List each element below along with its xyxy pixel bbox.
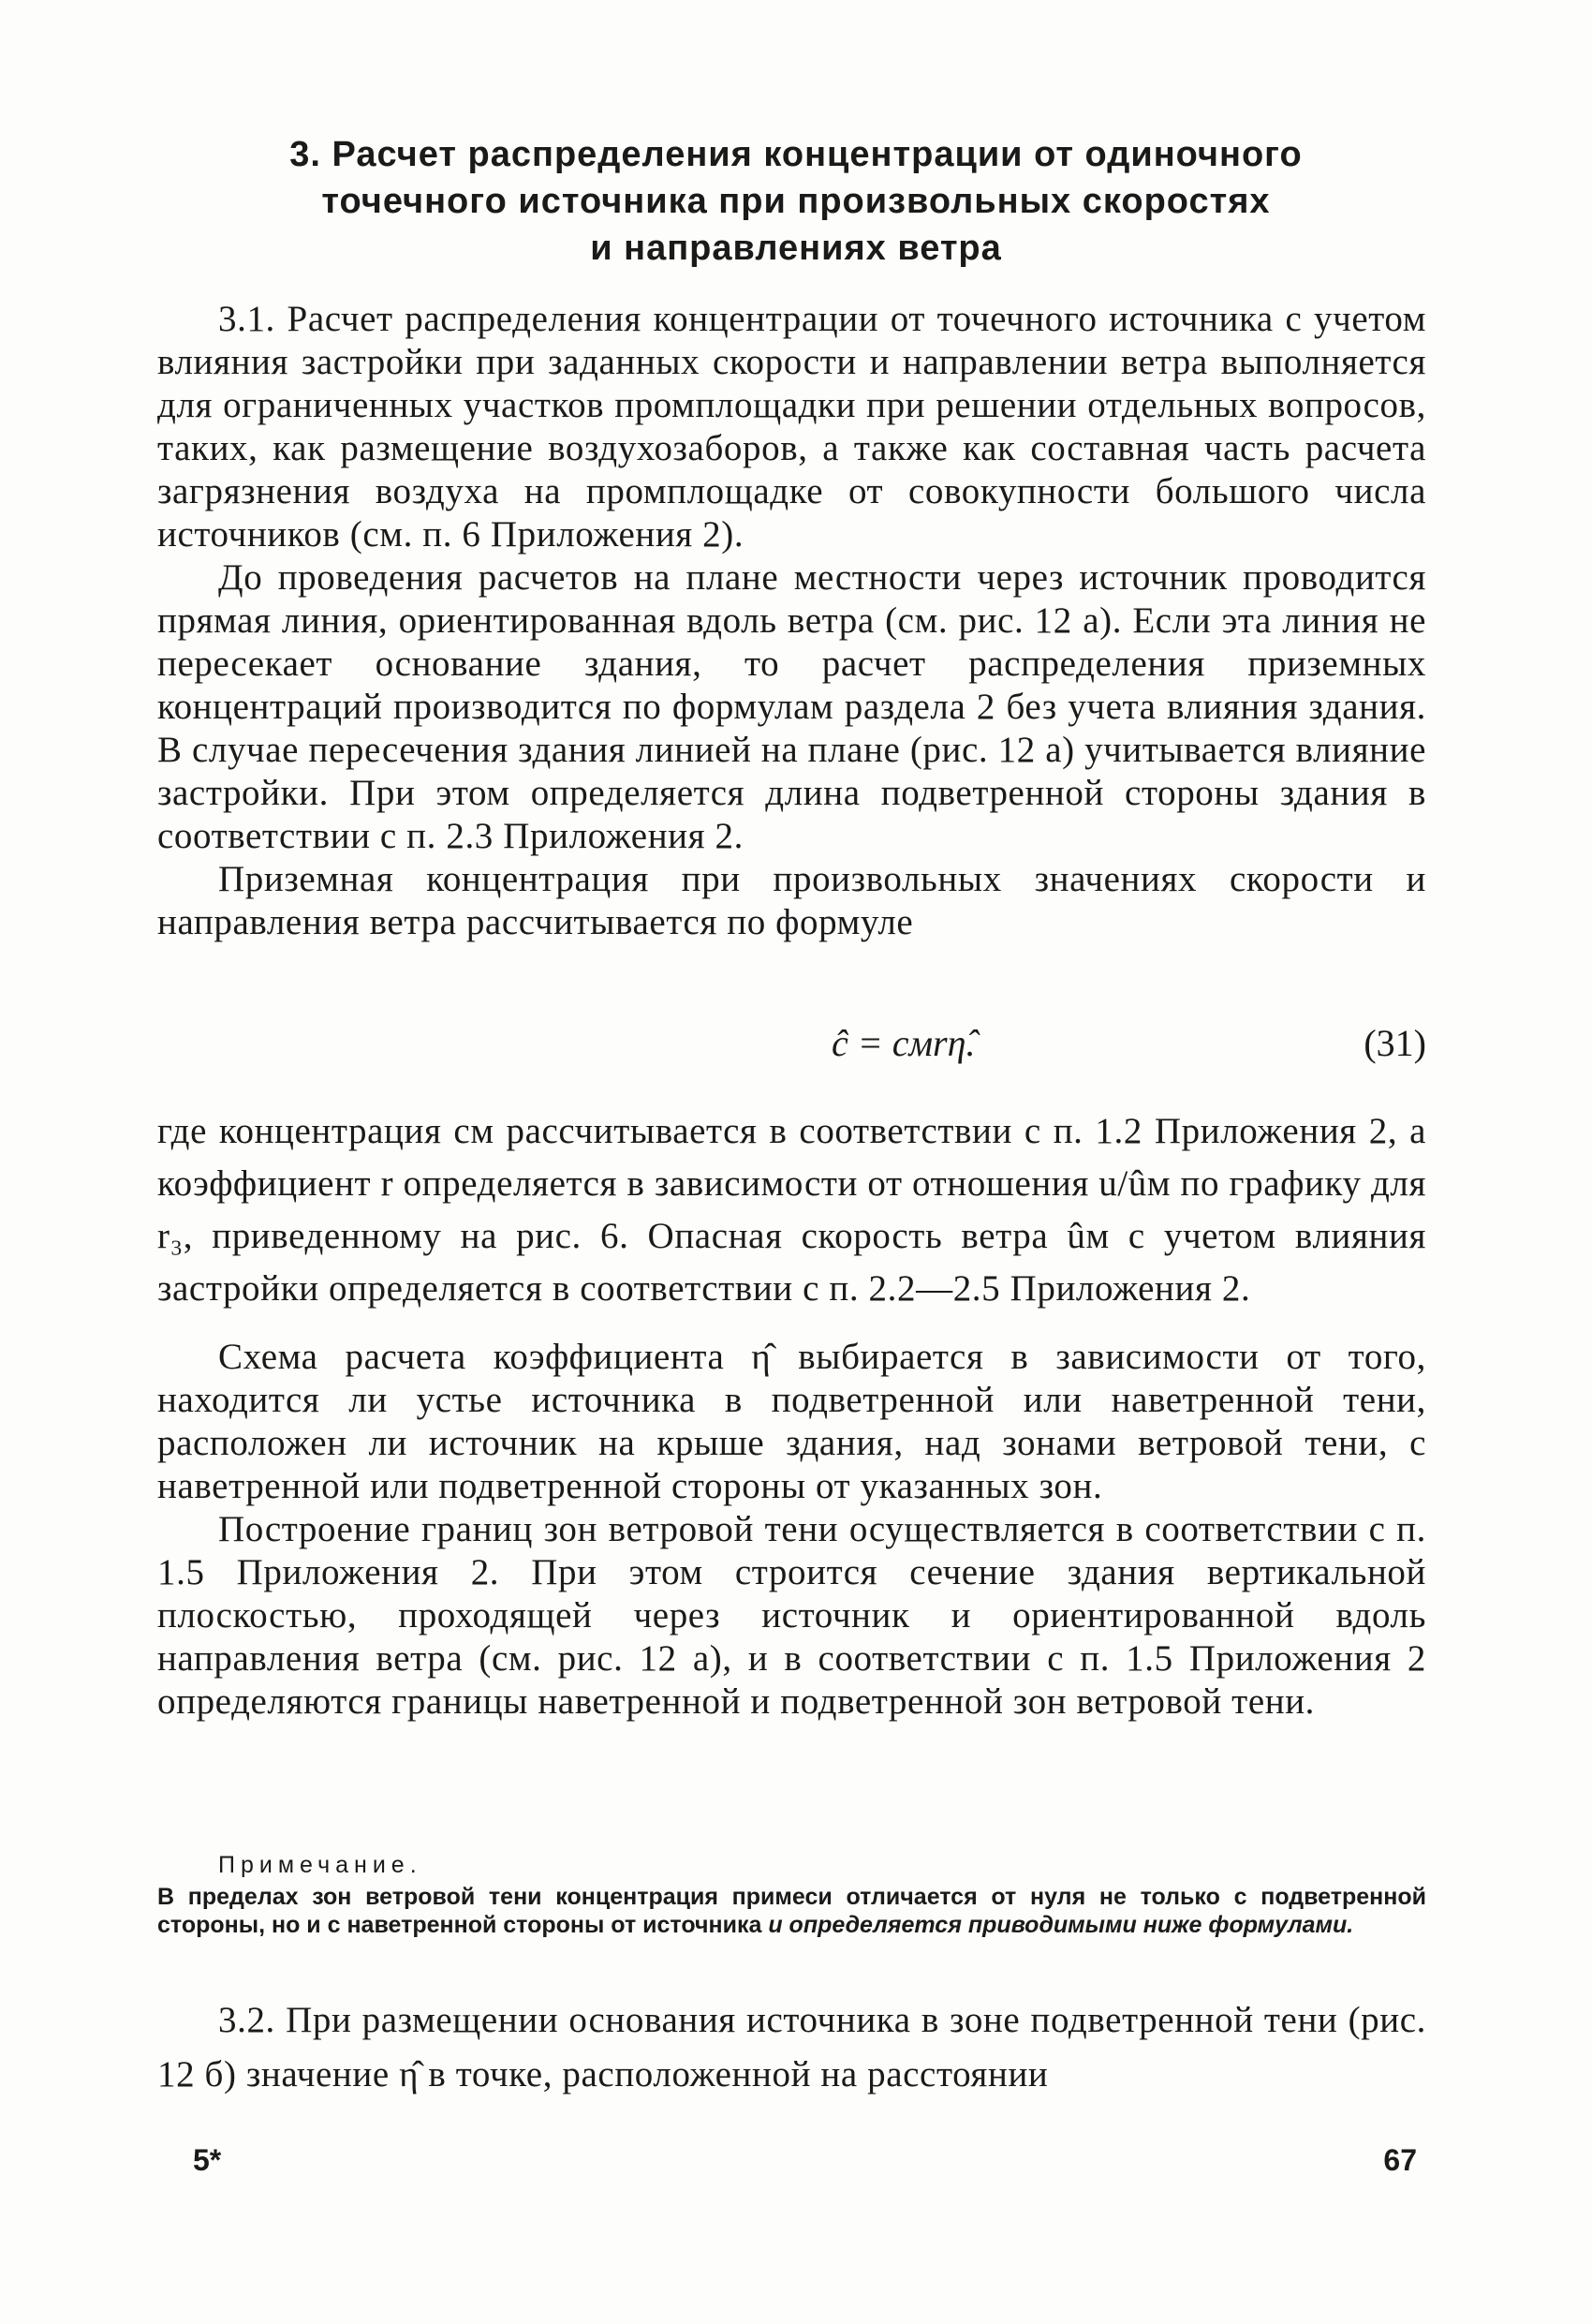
note-text (157, 1883, 1426, 1939)
paragraph-plan-line: До проведения расчетов на плане местности через источник проводится прямая линия, ориентированная вдоль ветра (см. рис. 12 а). Если эта линия не пересекает основание здания, то расчет распределения приземных концентраций производится по формулам раздела 2 без учета влияния здания. В случае пересечения здания линией на плане (рис. 12 а) учитывается влияние застройки. При этом определяется длина подветренной стороны здания в соответствии с п. 2.3 Приложения 2. (157, 557, 1426, 856)
formula-expression: ĉ = cмrη̂. (832, 1022, 976, 1064)
equation-number: (31) (1364, 1022, 1426, 1064)
page-footer (157, 2143, 1426, 2184)
paragraph-3-1: 3.1. Расчет распределения концентрации от точечного источника с учетом влияния застройки при заданных скорости и направлении ветра выполняется для ограниченных участков промплощадки при решении отдельных вопросов, таких, как размещение воздухозаборов, а также как составная часть расчета загрязнения воздуха на промплощадке от совокупности большого числа источников (см. п. 6 Приложения 2). (157, 299, 1426, 555)
paragraph-where: где концентрация cм рассчитывается в соответствии с п. 1.2 Приложения 2, а коэффициент r определяется в зависимости от отношения u/ûм по графику для r₃, приведенному на рис. 6. Опасная скорость ветра ûм с учетом влияния застройки определяется в соответствии с п. 2.2—2.5 Приложения 2. (157, 1111, 1426, 1309)
paragraph-shadow-zones: Построение границ зон ветровой тени осуществляется в соответствии с п. 1.5 Приложения 2. При этом строится сечение здания вертикальной плоскостью, проходящей через источник и ориентированной вдоль направления ветра (см. рис. 12 а), и в соответствии с п. 1.5 Приложения 2 определяются границы наветренной и подветренной зон ветровой тени. (157, 1509, 1426, 1722)
formula-31 (157, 1021, 1426, 1073)
paragraph-formula-intro: Приземная концентрация при произвольных значениях скорости и направления ветра рассчитывается по формуле (157, 859, 1426, 942)
section-heading-line-2: точечного источника при произвольных скоростях (321, 182, 1271, 221)
note-block (157, 1851, 1426, 1939)
body-text-bottom (157, 1993, 1426, 2102)
section-heading-line-1: 3. Расчет распределения концентрации от одиночного (289, 135, 1303, 174)
paragraph-scheme: Схема расчета коэффициента η̂ выбирается в зависимости от того, находится ли устье источника в подветренной или наветренной тени, расположен ли источник на крыше здания, над зонами ветровой тени, с наветренной или подветренной стороны от указанных зон. (157, 1337, 1426, 1506)
body-text-top (157, 298, 1426, 944)
note-text-italic: и определяется приводимыми ниже формулами. (768, 1912, 1354, 1938)
section-heading (253, 131, 1339, 272)
note-text-main: В пределах зон ветровой тени концентрация примеси отличается от нуля не только с подветренной стороны, но и с наветренной стороны от источника (157, 1884, 1426, 1938)
body-text-middle (157, 1105, 1426, 1724)
page-number: 67 (1383, 2143, 1417, 2177)
signature-mark: 5* (193, 2143, 222, 2177)
note-title: Примечание. (218, 1852, 422, 1878)
section-heading-line-3: и направлениях ветра (590, 229, 1002, 268)
paragraph-3-2: 3.2. При размещении основания источника в зоне подветренной тени (рис. 12 б) значение η̂ в точке, расположенной на расстоянии (157, 2000, 1426, 2095)
